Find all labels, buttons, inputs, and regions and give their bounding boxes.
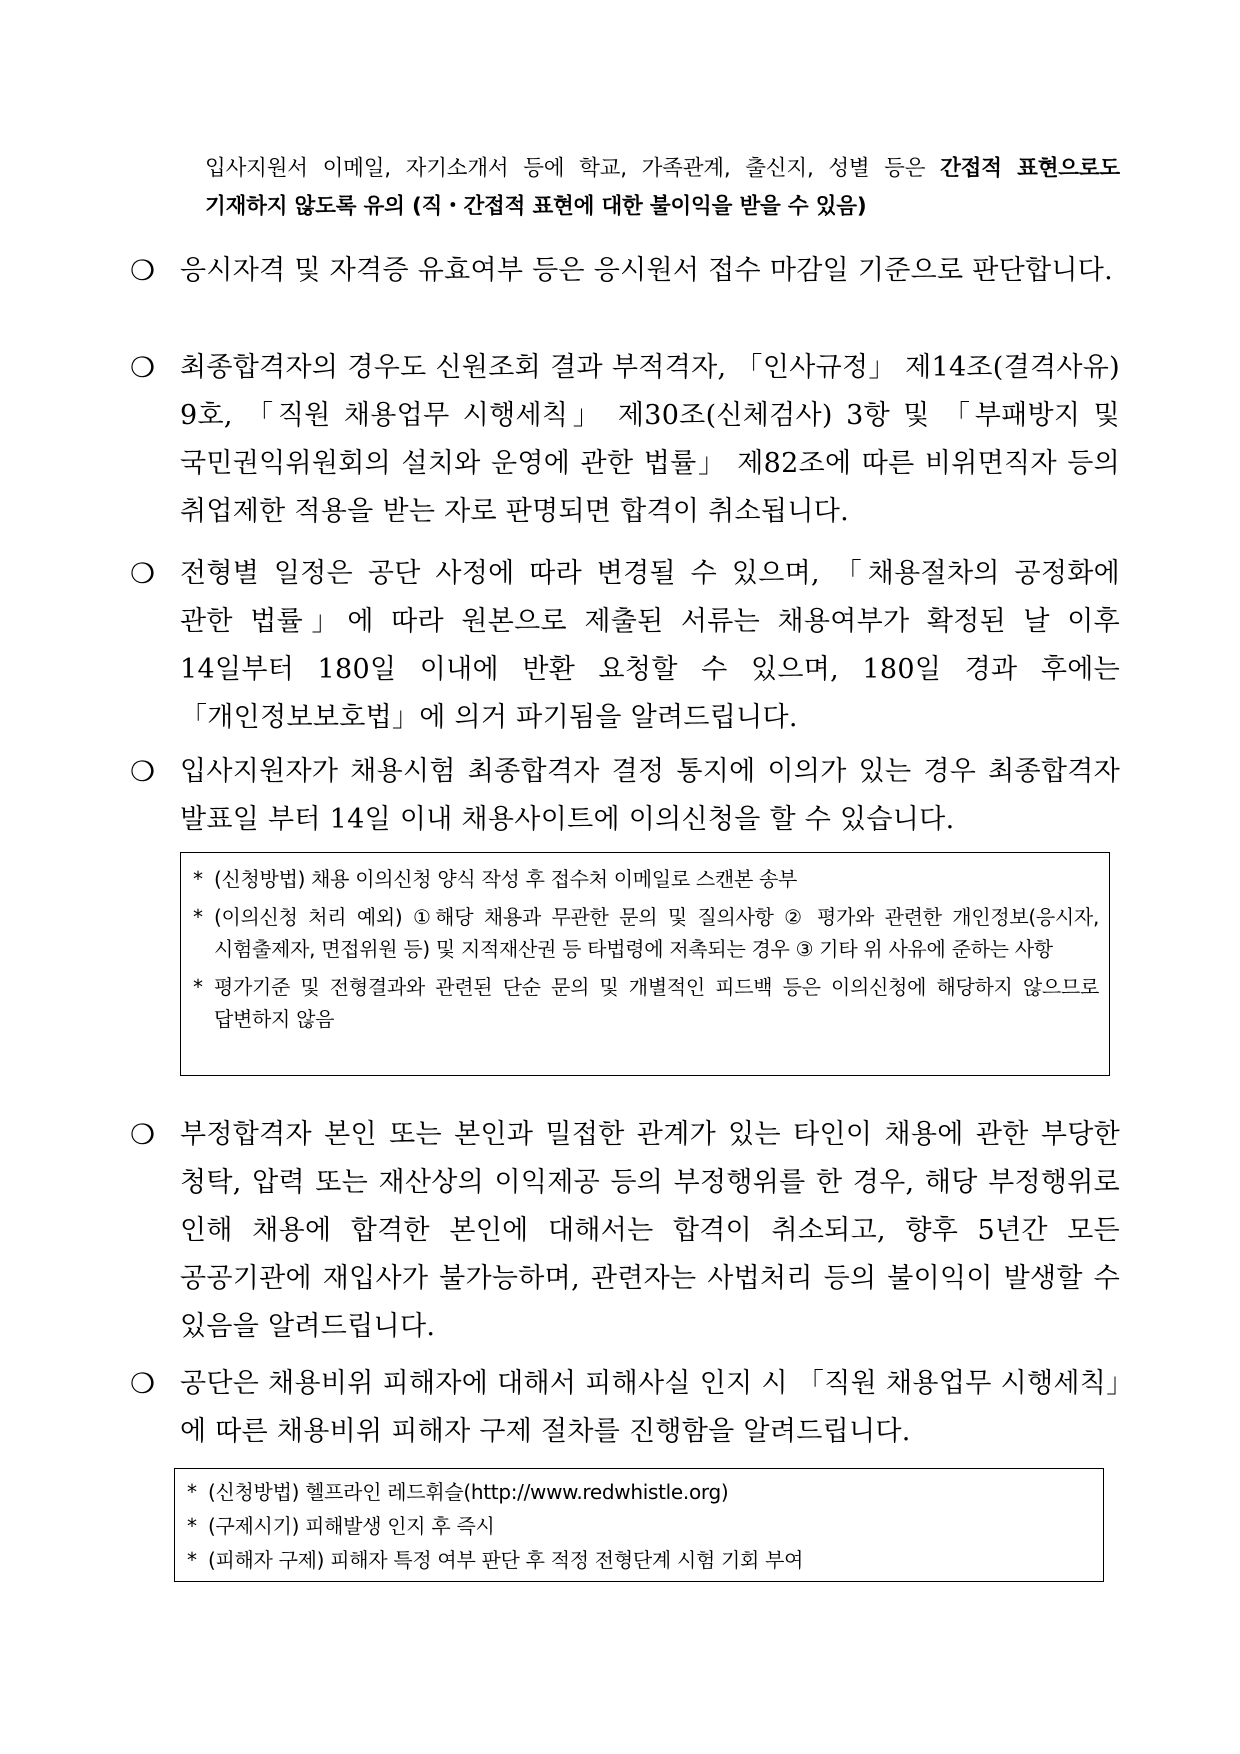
circle-bullet-icon: ❍ xyxy=(130,557,156,590)
bullet-item xyxy=(130,247,1120,295)
bullet-text: 입사지원자가 채용시험 최종합격자 결정 통지에 이의가 있는 경우 최종합격자 발표일 부터 14일 이내 채용사이트에 이의신청을 할 수 있습니다. xyxy=(180,756,1120,835)
note-item xyxy=(181,863,1099,895)
note-item xyxy=(181,901,1099,965)
asterisk-icon: * xyxy=(187,1548,197,1572)
note-text: (피해자 구제) 피해자 특정 여부 판단 후 적정 전형단계 시험 기회 부여 xyxy=(208,1548,804,1572)
intro-paragraph xyxy=(205,150,1120,226)
bullet-text: 공단은 채용비위 피해자에 대해서 피해사실 인지 시 「직원 채용업무 시행세칙」에 따른 채용비위 피해자 구제 절차를 진행함을 알려드립니다. xyxy=(180,1368,1120,1447)
asterisk-icon: * xyxy=(193,905,203,929)
intro-normal-text: 입사지원서 이메일, 자기소개서 등에 학교, 가족관계, 출신지, 성별 등은 xyxy=(205,156,941,181)
note-text: (이의신청 처리 예외) ①해당 채용과 무관한 문의 및 질의사항 ② 평가와 관련한 개인정보(응시자, 시험출제자, 면접위원 등) 및 지적재산권 등 타법령에 저촉되는 경우 ③ 기타 위 사유에 준하는 사항 xyxy=(214,905,1099,961)
note-text: (신청방법) 헬프라인 레드휘슬(http://www.redwhistle.org) xyxy=(208,1480,729,1504)
note-item xyxy=(175,1543,1093,1577)
note-text: 평가기준 및 전형결과와 관련된 단순 문의 및 개별적인 피드백 등은 이의신청에 해당하지 않으므로 답변하지 않음 xyxy=(214,975,1099,1031)
appeal-notes-box xyxy=(180,852,1110,1076)
bullet-item xyxy=(130,1360,1120,1456)
circle-bullet-icon: ❍ xyxy=(130,1118,156,1151)
asterisk-icon: * xyxy=(187,1514,197,1538)
bullet-text: 부정합격자 본인 또는 본인과 밀접한 관계가 있는 타인이 채용에 관한 부당한 청탁, 압력 또는 재산상의 이익제공 등의 부정행위를 한 경우, 해당 부정행위로 인해 채용에 합격한 본인에 대해서는 합격이 취소되고, 향후 5년간 모든 공공기관에 재입사가 불가능하며, 관련자는 사법처리 등의 불이익이 발생할 수 있음을 알려드립니다. xyxy=(180,1119,1120,1342)
circle-bullet-icon: ❍ xyxy=(130,755,156,788)
bullet-item xyxy=(130,1111,1120,1351)
asterisk-icon: * xyxy=(193,867,203,891)
note-item xyxy=(175,1509,1093,1543)
bullet-item xyxy=(130,344,1120,536)
bullet-text: 응시자격 및 자격증 유효여부 등은 응시원서 접수 마감일 기준으로 판단합니다. xyxy=(180,255,1114,286)
bullet-text: 전형별 일정은 공단 사정에 따라 변경될 수 있으며, 「채용절차의 공정화에 관한 법률」에 따라 원본으로 제출된 서류는 채용여부가 확정된 날 이후 14일부터 180일 이내에 반환 요청할 수 있으며, 180일 경과 후에는 「개인정보보호법」에 의거 파기됨을 알려드립니다. xyxy=(180,558,1120,733)
circle-bullet-icon: ❍ xyxy=(130,254,156,287)
note-text: (신청방법) 채용 이의신청 양식 작성 후 접수처 이메일로 스캔본 송부 xyxy=(214,867,798,891)
bullet-item xyxy=(130,550,1120,742)
note-item xyxy=(175,1475,1093,1509)
asterisk-icon: * xyxy=(193,975,203,999)
intro-bold-text: 간접적 표현으로도 기재하지 않도록 유의 (직・간접적 표현에 대한 불이익을 받을 수 있음) xyxy=(205,156,1120,219)
circle-bullet-icon: ❍ xyxy=(130,351,156,384)
asterisk-icon: * xyxy=(187,1480,197,1504)
note-item xyxy=(181,971,1099,1035)
note-text: (구제시기) 피해발생 인지 후 즉시 xyxy=(208,1514,495,1538)
bullet-text: 최종합격자의 경우도 신원조회 결과 부적격자, 「인사규정」 제14조(결격사유) 9호, 「직원 채용업무 시행세칙」 제30조(신체검사) 3항 및 「부패방지 및 국민권익위원회의 설치와 운영에 관한 법률」 제82조에 따른 비위면직자 등의 취업제한 적용을 받는 자로 판명되면 합격이 취소됩니다. xyxy=(180,352,1120,527)
relief-notes-box xyxy=(174,1468,1104,1582)
circle-bullet-icon: ❍ xyxy=(130,1367,156,1400)
bullet-item xyxy=(130,748,1120,844)
